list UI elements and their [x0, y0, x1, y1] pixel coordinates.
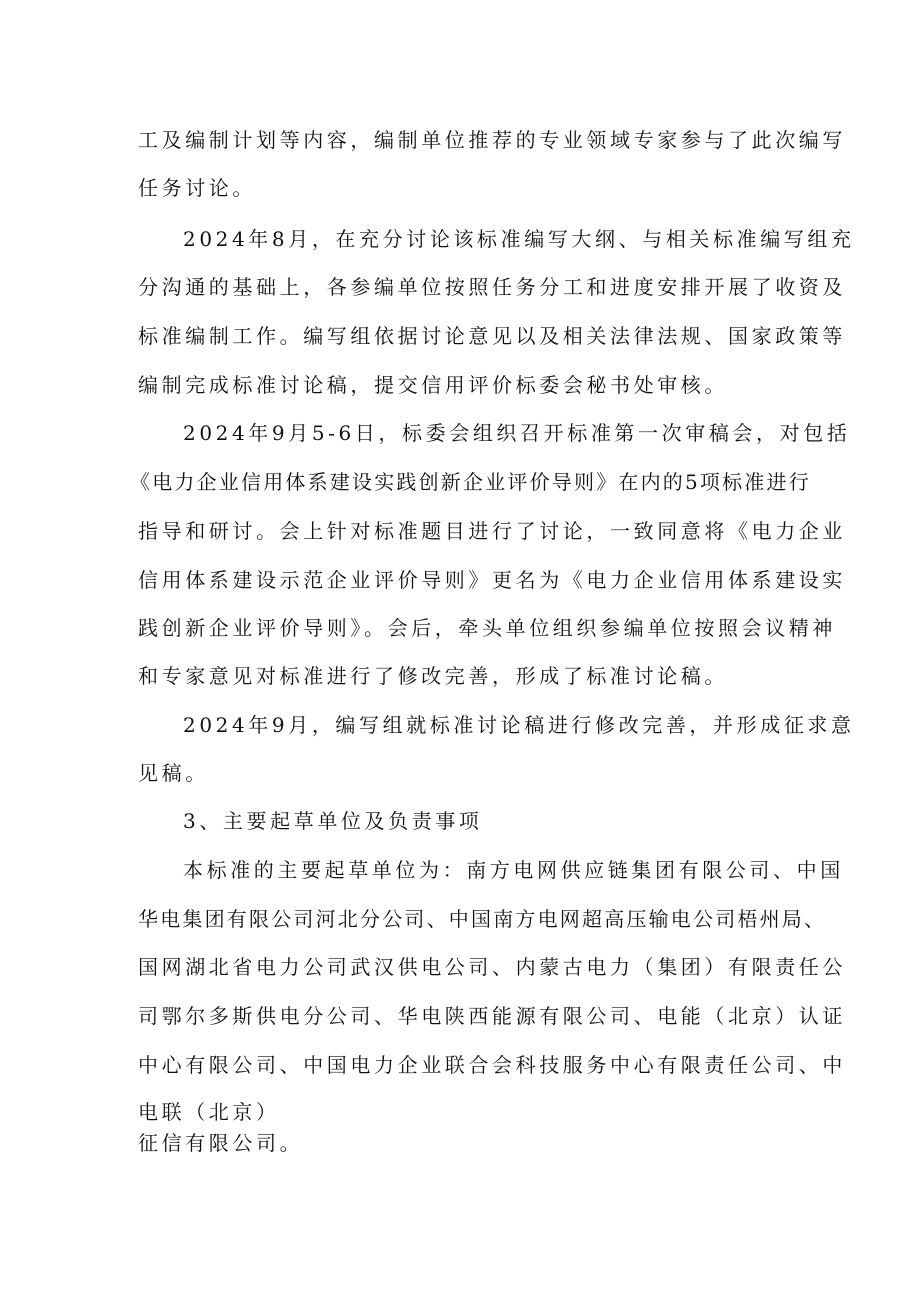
paragraph-line: 践创新企业评价导则》。会后，牵头单位组织参编单位按照会议精神 [138, 616, 836, 640]
paragraph-line: 和专家意见对标准进行了修改完善，形成了标准讨论稿。 [138, 664, 728, 688]
paragraph-line: 2024年9月，编写组就标准讨论稿进行修改完善，并形成征求意 [183, 713, 855, 737]
paragraph-line: 国网湖北省电力公司武汉供电公司、内蒙古电力（集团）有限责任公 [138, 955, 846, 979]
paragraph-line: 任务讨论。 [138, 176, 256, 200]
section-heading: 3、主要起草单位及负责事项 [183, 809, 483, 833]
paragraph-line: 《电力企业信用体系建设实践创新企业评价导则》在内的5项标准进行 [130, 470, 811, 494]
paragraph-line: 征信有限公司。 [138, 1131, 304, 1155]
paragraph-line: 华电集团有限公司河北分公司、中国南方电网超高压输电公司梧州局、 [138, 907, 827, 931]
paragraph-line: 2024年8月，在充分讨论该标准编写大纲、与相关标准编写组充 [183, 227, 855, 251]
paragraph-line: 工及编制计划等内容，编制单位推荐的专业领域专家参与了此次编写 [138, 128, 846, 152]
paragraph-line: 本标准的主要起草单位为：南方电网供应链集团有限公司、中国 [183, 858, 844, 882]
paragraph-line: 中心有限公司、中国电力企业联合会科技服务中心有限责任公司、中 [138, 1053, 846, 1077]
paragraph-line: 信用体系建设示范企业评价导则》更名为《电力企业信用体系建设实 [138, 568, 846, 592]
paragraph-line: 见稿。 [138, 761, 209, 785]
paragraph-line: 分沟通的基础上，各参编单位按照任务分工和进度安排开展了收资及 [138, 275, 846, 299]
paragraph-line: 司鄂尔多斯供电分公司、华电陕西能源有限公司、电能（北京）认证 [138, 1004, 846, 1028]
paragraph-line: 编制完成标准讨论稿，提交信用评价标委会秘书处审核。 [138, 373, 728, 397]
paragraph-line: 电联（北京） [138, 1100, 280, 1124]
paragraph-line: 2024年9月5-6日，标委会组织召开标准第一次审稿会，对包括 [183, 421, 851, 445]
paragraph-line: 标准编制工作。编写组依据讨论意见以及相关法律法规、国家政策等 [138, 324, 846, 348]
paragraph-line: 指导和研讨。会上针对标准题目进行了讨论，一致同意将《电力企业 [138, 519, 846, 543]
